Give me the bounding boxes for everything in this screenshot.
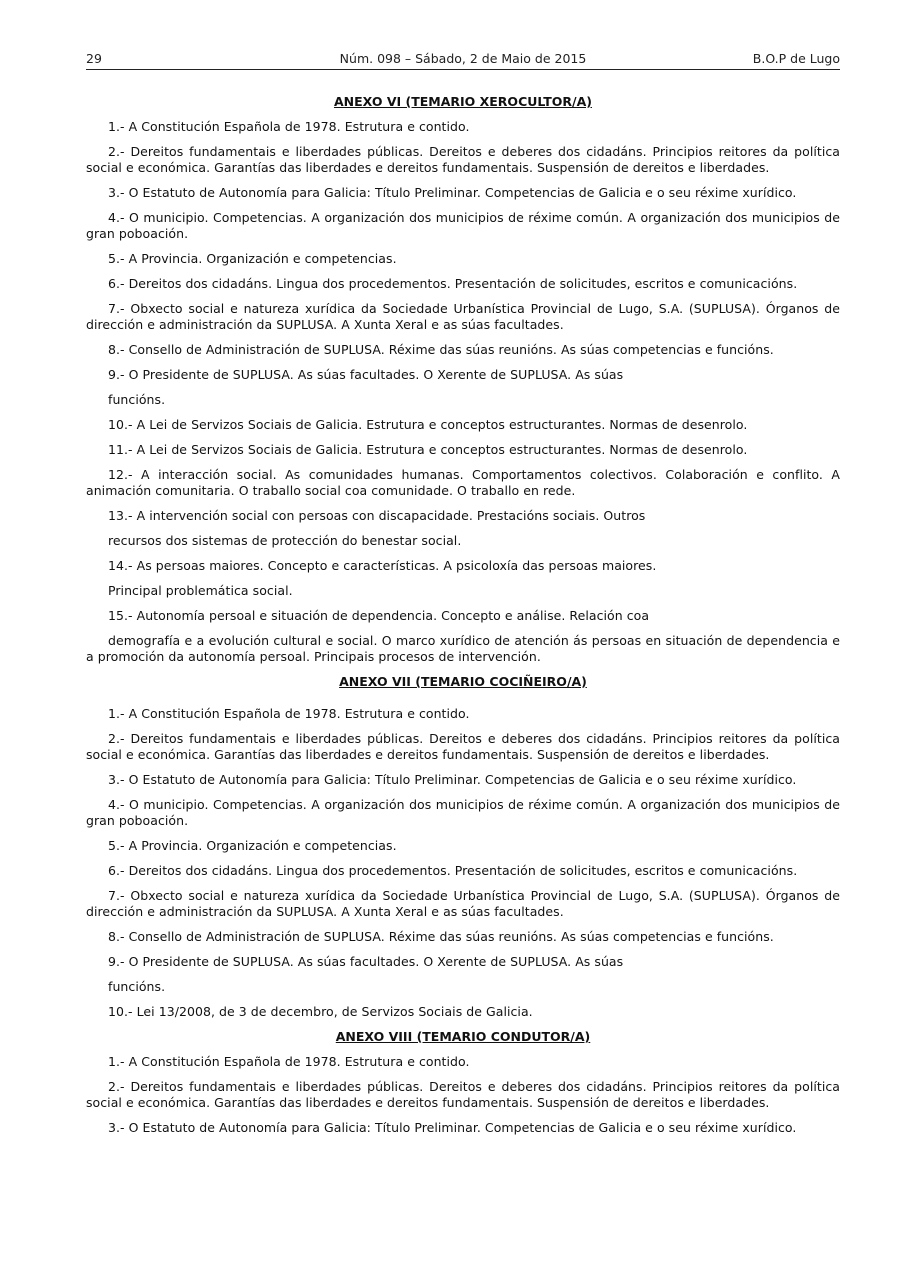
running-header [86, 52, 840, 70]
annex-vii [86, 674, 840, 1020]
paragraph: 4.- O municipio. Competencias. A organización dos municipios de réxime común. A organización dos municipios de gran poboación. [86, 797, 840, 828]
paragraph: 5.- A Provincia. Organización e competencias. [108, 838, 397, 853]
paragraph: 5.- A Provincia. Organización e competencias. [108, 251, 397, 266]
paragraph: funcións. [108, 979, 166, 994]
paragraph: 13.- A intervención social con persoas con discapacidade. Prestacións sociais. Outros [108, 508, 646, 523]
paragraph: 4.- O municipio. Competencias. A organización dos municipios de réxime común. A organización dos municipios de gran poboación. [86, 210, 840, 241]
paragraph: 1.- A Constitución Española de 1978. Estrutura e contido. [108, 1054, 470, 1069]
header-issue: Núm. 098 – Sábado, 2 de Maio de 2015 [339, 52, 587, 66]
section-title: ANEXO VII (TEMARIO COCIÑEIRO/A) [339, 674, 587, 689]
paragraph: 8.- Consello de Administración de SUPLUSA. Réxime das súas reunións. As súas competencias e funcións. [108, 929, 774, 944]
paragraph: demografía e a evolución cultural e social. O marco xurídico de atención ás persoas en situación de dependencia e a promoción da autonomía persoal. Principais procesos de intervención. [86, 633, 840, 664]
paragraph: 12.- A interacción social. As comunidades humanas. Comportamentos colectivos. Colaboración e conflito. A animación comunitaria. O traballo social coa comunidade. O traballo en rede. [86, 467, 840, 498]
section-title: ANEXO VI (TEMARIO XEROCULTOR/A) [333, 94, 593, 109]
paragraph: 6.- Dereitos dos cidadáns. Lingua dos procedementos. Presentación de solicitudes, escritos e comunicacións. [108, 863, 798, 878]
paragraph: 3.- O Estatuto de Autonomía para Galicia: Título Preliminar. Competencias de Galicia e o seu réxime xurídico. [108, 772, 797, 787]
paragraph: 7.- Obxecto social e natureza xurídica da Sociedade Urbanística Provincial de Lugo, S.A. (SUPLUSA). Órganos de dirección e administración da SUPLUSA. A Xunta Xeral e as súas facultades. [86, 301, 840, 332]
paragraph: funcións. [108, 392, 166, 407]
paragraph: 10.- A Lei de Servizos Sociais de Galicia. Estrutura e conceptos estructurantes. Normas de desenrolo. [108, 417, 748, 432]
document-page [86, 52, 840, 1145]
paragraph: 14.- As persoas maiores. Concepto e características. A psicoloxía das persoas maiores. [108, 558, 657, 573]
paragraph: 9.- O Presidente de SUPLUSA. As súas facultades. O Xerente de SUPLUSA. As súas [108, 367, 624, 382]
paragraph: 6.- Dereitos dos cidadáns. Lingua dos procedementos. Presentación de solicitudes, escritos e comunicacións. [108, 276, 798, 291]
paragraph: 2.- Dereitos fundamentais e liberdades públicas. Dereitos e deberes dos cidadáns. Principios reitores da política social e económica. Garantías das liberdades e dereitos fundamentais. Suspensión de dereitos e liberdades. [86, 1079, 840, 1110]
paragraph: 1.- A Constitución Española de 1978. Estrutura e contido. [108, 119, 470, 134]
paragraph: 2.- Dereitos fundamentais e liberdades públicas. Dereitos e deberes dos cidadáns. Principios reitores da política social e económica. Garantías das liberdades e dereitos fundamentais. Suspensión de dereitos e liberdades. [86, 144, 840, 175]
paragraph: Principal problemática social. [108, 583, 293, 598]
paragraph: 11.- A Lei de Servizos Sociais de Galicia. Estrutura e conceptos estructurantes. Normas de desenrolo. [108, 442, 748, 457]
paragraph: 1.- A Constitución Española de 1978. Estrutura e contido. [108, 706, 470, 721]
section-title: ANEXO VIII (TEMARIO CONDUTOR/A) [335, 1029, 591, 1044]
paragraph: 15.- Autonomía persoal e situación de dependencia. Concepto e análise. Relación coa [108, 608, 650, 623]
paragraph: 9.- O Presidente de SUPLUSA. As súas facultades. O Xerente de SUPLUSA. As súas [108, 954, 624, 969]
paragraph: recursos dos sistemas de protección do benestar social. [108, 533, 462, 548]
paragraph: 10.- Lei 13/2008, de 3 de decembro, de Servizos Sociais de Galicia. [108, 1004, 533, 1019]
header-page-number: 29 [86, 52, 102, 66]
annex-viii [86, 1029, 840, 1136]
annex-vi [86, 94, 840, 665]
paragraph: 3.- O Estatuto de Autonomía para Galicia: Título Preliminar. Competencias de Galicia e o seu réxime xurídico. [108, 185, 797, 200]
paragraph: 7.- Obxecto social e natureza xurídica da Sociedade Urbanística Provincial de Lugo, S.A. (SUPLUSA). Órganos de dirección e administración da SUPLUSA. A Xunta Xeral e as súas facultades. [86, 888, 840, 919]
paragraph: 3.- O Estatuto de Autonomía para Galicia: Título Preliminar. Competencias de Galicia e o seu réxime xurídico. [108, 1120, 797, 1135]
paragraph: 2.- Dereitos fundamentais e liberdades públicas. Dereitos e deberes dos cidadáns. Principios reitores da política social e económica. Garantías das liberdades e dereitos fundamentais. Suspensión de dereitos e liberdades. [86, 731, 840, 762]
paragraph: 8.- Consello de Administración de SUPLUSA. Réxime das súas reunións. As súas competencias e funcións. [108, 342, 774, 357]
header-source: B.O.P de Lugo [752, 52, 840, 66]
